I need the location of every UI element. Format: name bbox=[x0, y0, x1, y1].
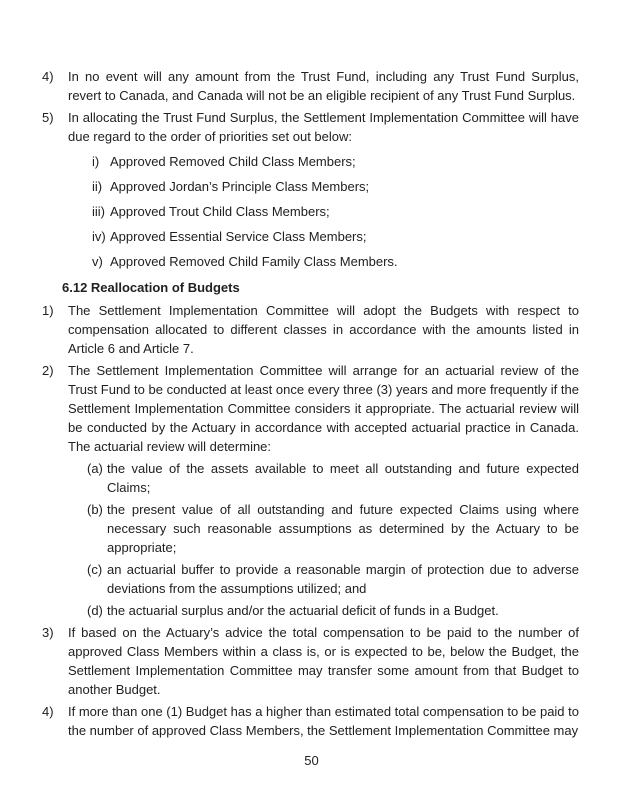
determination-item-a bbox=[87, 459, 579, 497]
paragraph-4-text: In no event will any amount from the Trust Fund, including any Trust Fund Surplus, revert to Canada, and Canada will not be an eligible recipient of any Trust Fund Surplus. bbox=[68, 69, 579, 103]
determination-item-b-label: (b) bbox=[87, 502, 103, 517]
paragraph-1-number: 1) bbox=[42, 303, 54, 318]
priority-item-iv bbox=[92, 227, 579, 246]
determination-item-b bbox=[87, 500, 579, 557]
priority-item-iii-number: iii) bbox=[92, 204, 105, 219]
paragraph-3 bbox=[42, 623, 579, 699]
paragraph-2-text: The Settlement Implementation Committee will arrange for an actuarial review of the Trust Fund to be conducted at least once every three (3) years and more frequently if the Settlement Implementation Committee considers it appropriate. The actuarial review will be conducted by the Actuary in accordance with accepted actuarial practice in Canada. The actuarial review will determine: bbox=[68, 363, 579, 454]
priority-item-i-text: Approved Removed Child Class Members; bbox=[110, 154, 356, 169]
determination-item-d-text: the actuarial surplus and/or the actuarial deficit of funds in a Budget. bbox=[107, 603, 499, 618]
paragraph-4-continued-text: If more than one (1) Budget has a higher than estimated total compensation to be paid to the number of approved Class Members, the Settlement Implementation Committee may bbox=[68, 704, 579, 738]
priority-item-ii bbox=[92, 177, 579, 196]
determination-list bbox=[42, 459, 579, 620]
paragraph-5 bbox=[42, 108, 579, 146]
priority-item-ii-text: Approved Jordan’s Principle Class Members; bbox=[110, 179, 370, 194]
determination-item-d bbox=[87, 601, 579, 620]
determination-item-b-text: the present value of all outstanding and future expected Claims using where necessary such reasonable assumptions as determined by the Actuary to be appropriate; bbox=[107, 502, 579, 555]
priority-item-iv-text: Approved Essential Service Class Members; bbox=[110, 229, 367, 244]
priority-list bbox=[42, 152, 579, 271]
paragraph-4-number: 4) bbox=[42, 69, 54, 84]
determination-item-a-text: the value of the assets available to meet all outstanding and future expected Claims; bbox=[107, 461, 579, 495]
paragraph-4-continued-number: 4) bbox=[42, 704, 54, 719]
paragraph-2 bbox=[42, 361, 579, 456]
paragraph-5-text: In allocating the Trust Fund Surplus, the Settlement Implementation Committee will have due regard to the order of priorities set out below: bbox=[68, 110, 579, 144]
priority-item-iii-text: Approved Trout Child Class Members; bbox=[110, 204, 330, 219]
priority-item-v-text: Approved Removed Child Family Class Members. bbox=[110, 254, 398, 269]
determination-item-d-label: (d) bbox=[87, 603, 103, 618]
paragraph-1 bbox=[42, 301, 579, 358]
priority-item-i-number: i) bbox=[92, 154, 100, 169]
paragraph-1-text: The Settlement Implementation Committee will adopt the Budgets with respect to compensation allocated to different classes in accordance with the amounts listed in Article 6 and Article 7. bbox=[68, 303, 579, 356]
priority-item-ii-number: ii) bbox=[92, 179, 103, 194]
priority-item-v-number: v) bbox=[92, 254, 103, 269]
paragraph-4-continued bbox=[42, 702, 579, 740]
paragraph-3-number: 3) bbox=[42, 625, 54, 640]
determination-item-a-label: (a) bbox=[87, 461, 103, 476]
section-heading-6-12: 6.12 Reallocation of Budgets bbox=[62, 280, 240, 295]
paragraph-2-number: 2) bbox=[42, 363, 54, 378]
priority-item-i bbox=[92, 152, 579, 171]
paragraph-5-number: 5) bbox=[42, 110, 54, 125]
priority-item-iii bbox=[92, 202, 579, 221]
determination-item-c bbox=[87, 560, 579, 598]
priority-item-iv-number: iv) bbox=[92, 229, 106, 244]
priority-item-v bbox=[92, 252, 579, 271]
determination-item-c-label: (c) bbox=[87, 562, 103, 577]
page-number: 50 bbox=[304, 753, 319, 768]
paragraph-3-text: If based on the Actuary’s advice the total compensation to be paid to the number of approved Class Members within a class is, or is expected to be, below the Budget, the Settlement Implementation Committee may transfer some amount from that Budget to another Budget. bbox=[68, 625, 579, 697]
determination-item-c-text: an actuarial buffer to provide a reasonable margin of protection due to adverse deviations from the assumptions utilized; and bbox=[107, 562, 579, 596]
page-content bbox=[42, 67, 579, 740]
paragraph-4 bbox=[42, 67, 579, 105]
